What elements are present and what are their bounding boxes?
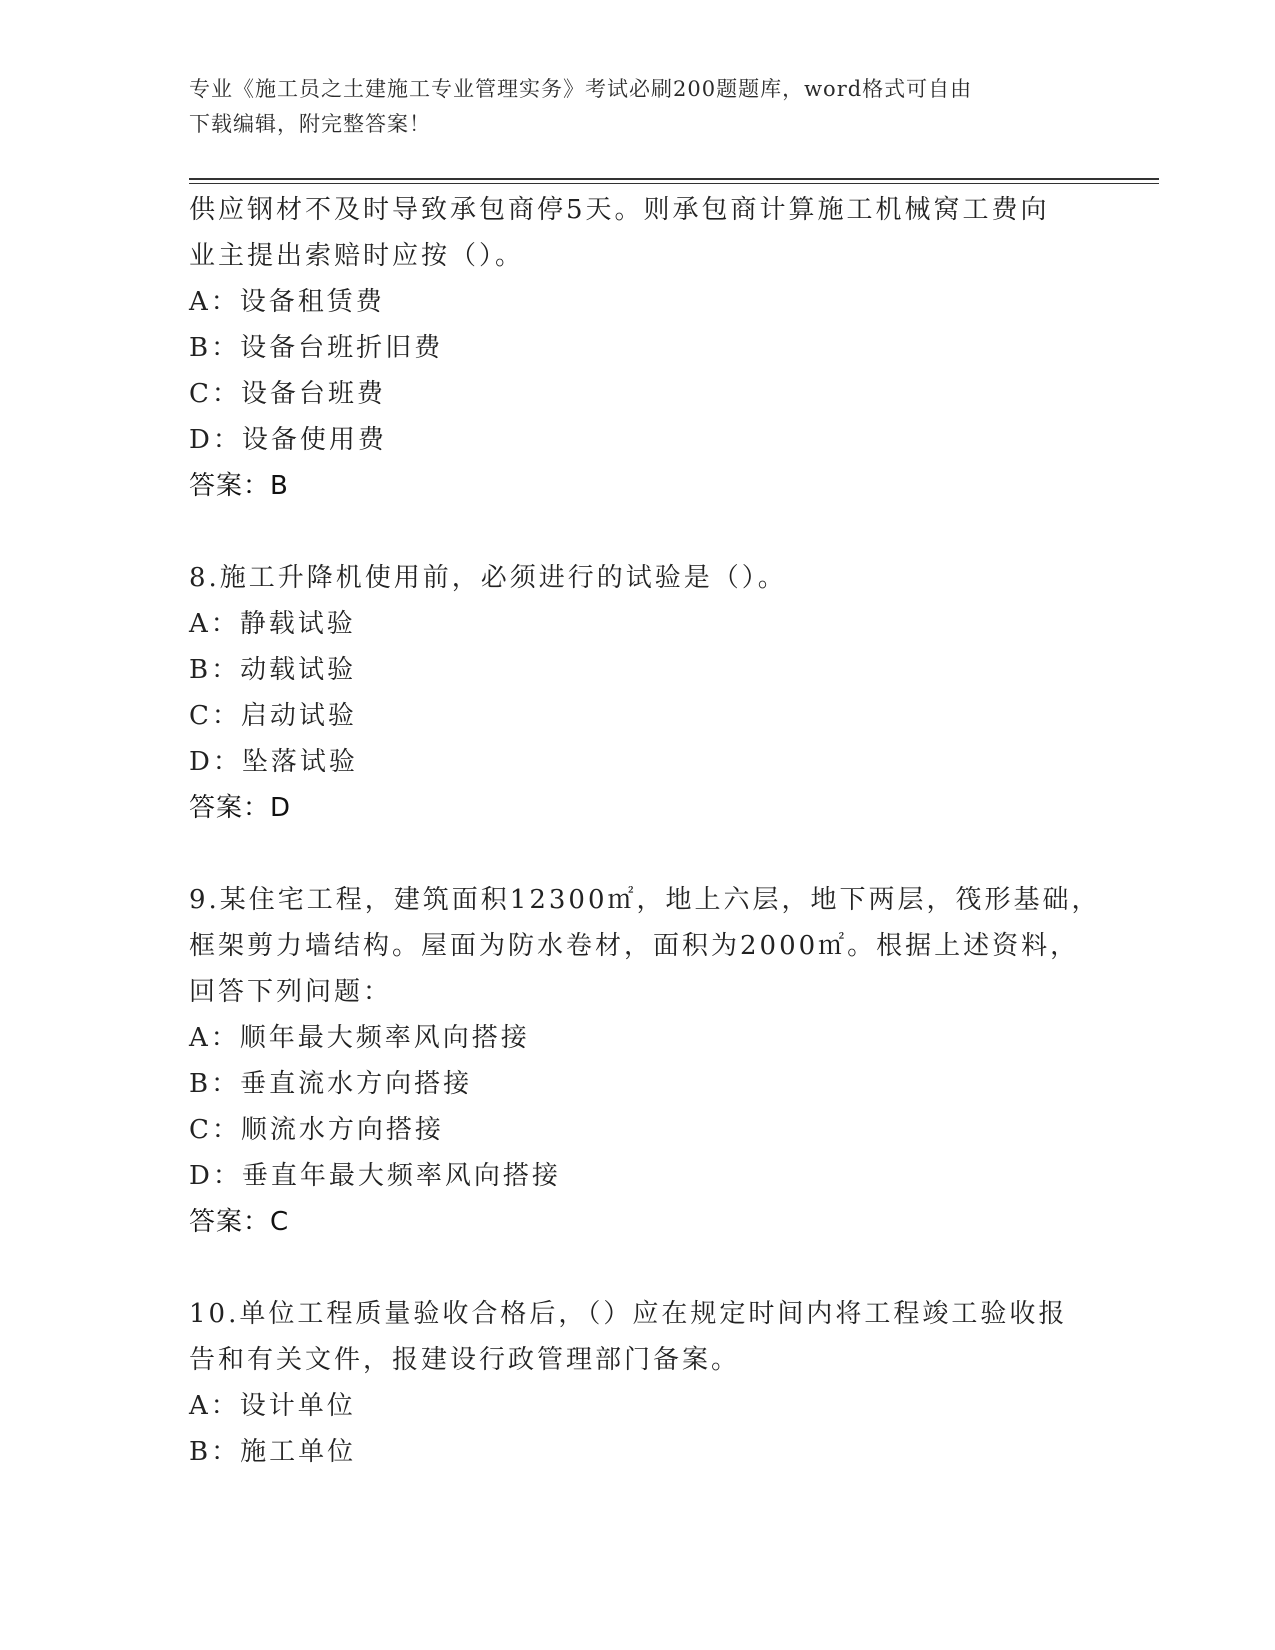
header-line-1: 专业《施工员之土建施工专业管理实务》考试必刷200题题库，word格式可自由: [189, 77, 973, 101]
option-a: A：设计单位: [189, 1391, 356, 1421]
document-header: [189, 72, 1079, 142]
question-stem: 业主提出索赔时应按（）。: [189, 241, 525, 271]
question-list: [189, 187, 1101, 1475]
answer-line: 答案：B: [189, 471, 289, 501]
option-c: C：启动试验: [189, 701, 357, 731]
option-c: C：顺流水方向搭接: [189, 1115, 444, 1145]
option-b: B：垂直流水方向搭接: [189, 1069, 473, 1099]
question-stem: 回答下列问题：: [189, 977, 393, 1007]
answer-line: 答案：C: [189, 1207, 290, 1237]
option-c: C：设备台班费: [189, 379, 386, 409]
option-d: D：设备使用费: [189, 425, 387, 455]
question-8: [189, 555, 1089, 831]
option-b: B：施工单位: [189, 1437, 357, 1467]
header-divider-thin: [189, 183, 1159, 184]
option-b: B：设备台班折旧费: [189, 333, 444, 363]
question-7: [189, 187, 1089, 509]
question-10: [189, 1291, 1089, 1475]
spacer: [189, 509, 1089, 555]
question-stem: 8.施工升降机使用前，必须进行的试验是（）。: [189, 563, 787, 593]
option-a: A：静载试验: [189, 609, 356, 639]
option-d: D：垂直年最大频率风向搭接: [189, 1161, 561, 1191]
question-9: [189, 877, 1101, 1245]
header-line-2: 下载编辑，附完整答案！: [189, 112, 431, 136]
answer-line: 答案：D: [189, 793, 292, 823]
option-b: B：动载试验: [189, 655, 357, 685]
question-stem: 告和有关文件，报建设行政管理部门备案。: [189, 1345, 741, 1375]
question-stem: 10.单位工程质量验收合格后，（）应在规定时间内将工程竣工验收报: [189, 1299, 1068, 1329]
option-a: A：顺年最大频率风向搭接: [189, 1023, 530, 1053]
option-a: A：设备租赁费: [189, 287, 385, 317]
spacer: [189, 1245, 1089, 1291]
question-stem: 框架剪力墙结构。屋面为防水卷材，面积为2000㎡。根据上述资料，: [189, 931, 1080, 961]
spacer: [189, 831, 1089, 877]
option-d: D：坠落试验: [189, 747, 358, 777]
question-stem: 9.某住宅工程，建筑面积12300㎡，地上六层，地下两层，筏形基础，: [189, 885, 1101, 915]
header-divider-thick: [189, 178, 1159, 180]
question-stem: 供应钢材不及时导致承包商停5天。则承包商计算施工机械窝工费向: [189, 195, 1050, 225]
